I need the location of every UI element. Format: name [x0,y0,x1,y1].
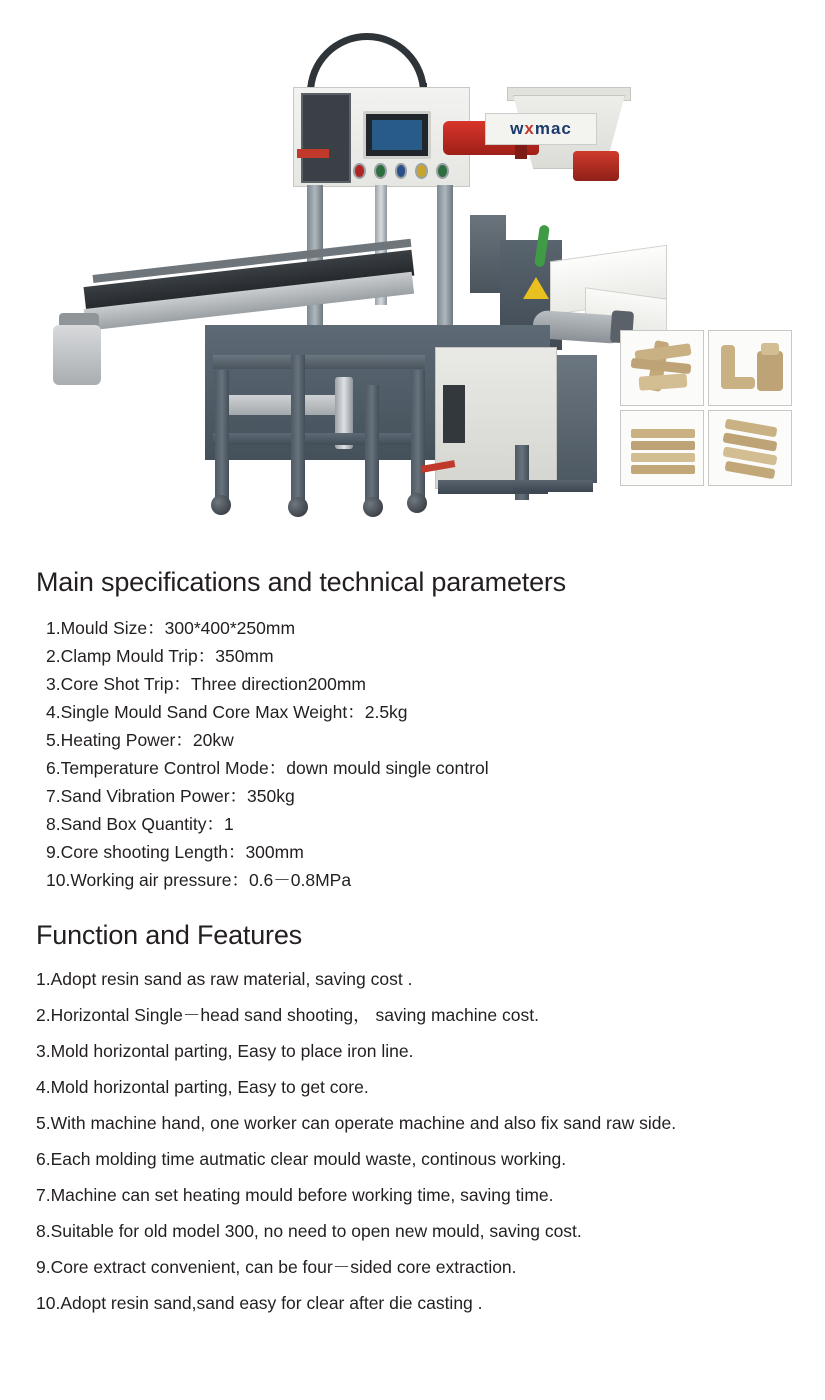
list-item: 9.Core shooting Length：300mm [46,842,304,862]
list-item: 1.Adopt resin sand as raw material, saving cost . [36,969,413,989]
document-content [0,545,825,1321]
list-item: 5.With machine hand, one worker can operate machine and also fix sand raw side. [36,1113,677,1133]
sand-core-piece [631,429,695,438]
frame-leg [411,370,425,498]
list-item: 1.Mould Size：300*400*250mm [46,618,296,638]
sand-core-piece [761,343,779,355]
sample-thumbnail-2 [708,330,792,406]
list-item: 10.Adopt resin sand,sand easy for clear after die casting . [36,1293,483,1313]
emergency-stop-button-icon [353,163,366,179]
machine-base-plate [513,480,593,492]
list-item: 5.Heating Power：20kw [46,730,234,750]
warning-label [297,149,329,158]
parts-tray [220,395,340,415]
list-item: 2.Horizontal Single－head sand shooting， saving machine cost. [36,1005,539,1025]
frame-cross-bar-upper [213,355,425,369]
sand-core-piece [631,441,695,450]
feeder-motor [573,151,619,181]
start-button-icon [374,163,387,179]
machine-illustration [45,25,615,515]
list-item: 3.Core Shot Trip：Three direction200mm [46,674,366,694]
list-item: 4.Single Mould Sand Core Max Weight：2.5kg [46,702,408,722]
list-item: 8.Sand Box Quantity：1 [46,814,234,834]
brand-logo [485,113,597,145]
hose-icon [307,33,427,93]
frame-leg [291,355,305,500]
press-column-right [437,185,453,345]
sand-core-piece [639,373,688,390]
sand-core-piece [631,465,695,474]
sample-thumbnail-3 [620,410,704,486]
caster-wheel [288,497,308,517]
sample-thumbnail-1 [620,330,704,406]
frame-leg [215,370,229,500]
list-item: 7.Machine can set heating mould before working time, saving time. [36,1185,554,1205]
caster-wheel [407,493,427,513]
list-item: 10.Working air pressure：0.6－0.8MPa [46,870,352,890]
sand-core-piece [721,377,755,389]
sand-core-piece [631,453,695,462]
front-access-hatch [443,385,465,443]
list-item: 3.Mold horizontal parting, Easy to place iron line. [36,1041,414,1061]
mode-button-icon [395,163,408,179]
list-item: 6.Temperature Control Mode：down mould single control [46,758,489,778]
list-item: 8.Suitable for old model 300, no need to open new mould, saving cost. [36,1221,582,1241]
list-item: 9.Core extract convenient, can be four－sided core extraction. [36,1257,517,1277]
list-item: 7.Sand Vibration Power：350kg [46,786,295,806]
frame-cross-bar-lower [213,433,425,445]
caster-wheel [211,495,231,515]
alarm-button-icon [415,163,428,179]
conveyor-motor [53,325,101,385]
control-panel-left [301,93,351,183]
product-image-area [0,0,825,545]
control-button-row [353,163,449,177]
list-item: 6.Each molding time autmatic clear mould waste, continous working. [36,1149,567,1169]
sand-core-piece [757,351,783,391]
features-list [36,961,789,1321]
sample-thumbnail-grid [620,330,792,490]
specifications-heading: Main specifications and technical parameters [36,567,566,597]
features-heading: Function and Features [36,920,302,950]
hmi-screen [363,111,431,159]
list-item: 2.Clamp Mould Trip：350mm [46,646,274,666]
caster-wheel [363,497,383,517]
list-item: 4.Mold horizontal parting, Easy to get core. [36,1077,369,1097]
specifications-list [36,614,789,894]
reset-button-icon [436,163,449,179]
frame-leg [365,385,379,505]
brand-logo-text: wxmac [510,119,572,138]
sample-thumbnail-4 [708,410,792,486]
